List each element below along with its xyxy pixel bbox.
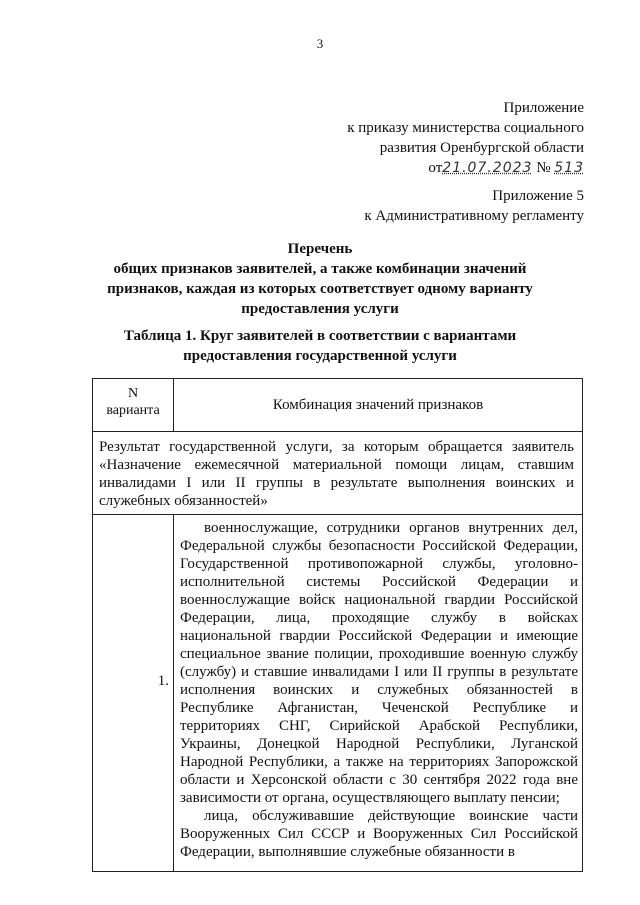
variant-number-cell <box>93 515 174 872</box>
title-line: общих признаков заявителей, а также комбинации значений <box>113 261 527 277</box>
appendix5-title: Приложение 5 <box>492 188 584 204</box>
result-description: Результат государственной услуги, за которым обращается заявитель «Назначение ежемесячной материальной помощи лицам, ставшим инвалидами I или II группы в результате выполнения воинских и служебных обязанностей» <box>93 432 583 515</box>
header-variant-number <box>93 379 174 432</box>
attribute-paragraph: лица, обслуживавшие действующие воинские части Вооруженных Сил СССР и Вооруженных Сил Российской Федерации, выполнявшие служебные обязанности в <box>180 808 578 860</box>
header-num-n: N <box>127 386 139 401</box>
header-combination: Комбинация значений признаков <box>174 379 583 432</box>
page-number: 3 <box>316 36 324 51</box>
table-title <box>60 326 580 366</box>
appendix-order-line: к приказу министерства социального <box>347 120 584 136</box>
appendix-ministry-line: развития Оренбургской области <box>379 140 584 156</box>
title-line: предоставления услуги <box>241 301 399 317</box>
table-title-line: Таблица 1. Круг заявителей в соответствии с вариантами <box>123 328 517 344</box>
title-line: Перечень <box>287 241 353 257</box>
variant-number: 1. <box>157 673 169 689</box>
table-header-row <box>93 379 583 432</box>
document-title <box>60 239 580 319</box>
handwritten-date: 21.07.2023 <box>442 160 533 176</box>
attribute-paragraph: военнослужащие, сотрудники органов внутренних дел, Федеральной службы безопасности Российской Федерации, Государственной противопожарной службы, уголовно-исполнительной системы Российской Федерации и военнослужащие войск национальной гвардии Российской Федерации, лица, проходящие службу в войсках национальной гвардии Российской Федерации и имеющие специальное звание полиции, проходившие военную службу (службу) и ставшие инвалидами I или II группы в результате исполнения воинских и служебных обязанностей в Республике Афганистан, Чеченской Республике и территориях СНГ, Сирийской Арабской Республики, Украины, Донецкой Народной Республики, Луганской Народной Республики, а также на территориях Запорожской области и Херсонской области с 30 сентября 2022 года вне зависимости от органа, осуществляющего выплату пенсии; <box>180 520 578 806</box>
result-row <box>93 432 583 515</box>
appendix5-block <box>254 186 584 226</box>
table-row <box>93 515 583 872</box>
appendix5-regulation-line: к Административному регламенту <box>364 208 584 224</box>
variant-attributes-cell <box>174 515 583 872</box>
header-num-label: варианта <box>106 403 160 418</box>
number-label: № <box>536 160 551 176</box>
appendix-block <box>254 98 584 178</box>
title-line: признаков, каждая из которых соответствует одному варианту <box>107 281 533 297</box>
applicants-table <box>92 378 583 872</box>
appendix-date-line <box>254 158 584 178</box>
from-label: от <box>428 160 443 176</box>
table-title-line: предоставления государственной услуги <box>183 348 457 364</box>
appendix-title: Приложение <box>503 100 584 116</box>
handwritten-number: 513 <box>554 160 584 176</box>
